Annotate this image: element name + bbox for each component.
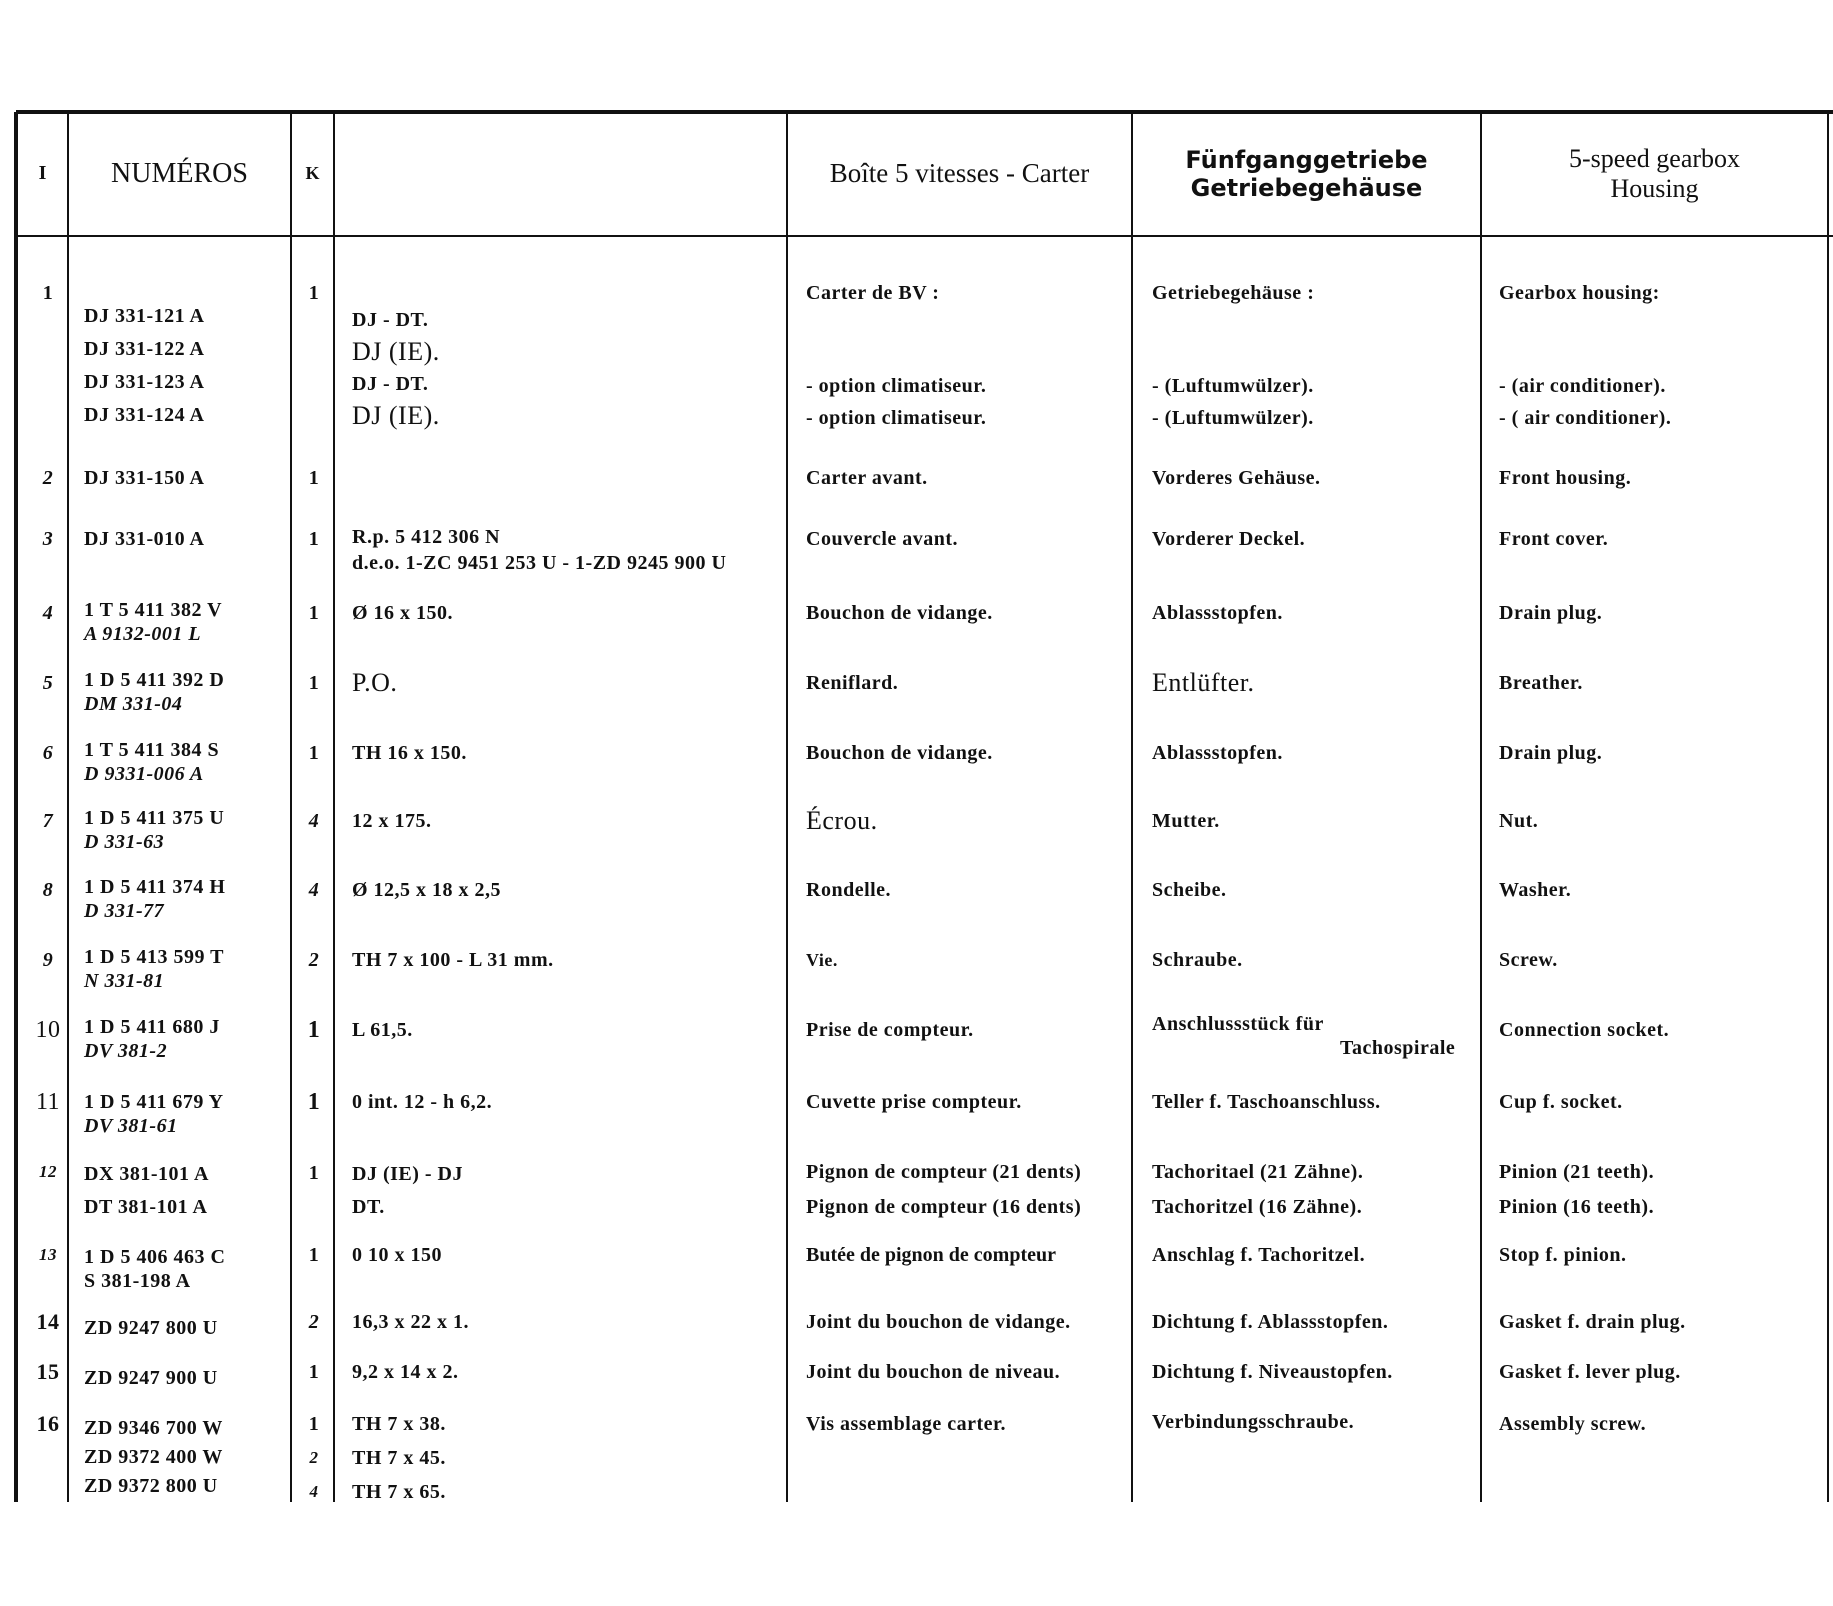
german-label: Dichtung f. Niveaustopfen. [1152,1361,1393,1383]
part-number: A 9132-001 L [84,623,202,645]
specification: 0 int. 12 - h 6,2. [352,1091,493,1113]
quantity-line: 1 [308,1413,320,1435]
english-label: Front housing. [1499,467,1632,489]
german-label: Ablassstopfen. [1152,742,1283,764]
english-label: Stop f. pinion. [1499,1244,1627,1266]
english-label: Screw. [1499,949,1558,971]
row-index: 11 [35,1089,61,1115]
french-label: Carter avant. [806,467,928,489]
spec-line: TH 7 x 45. [352,1447,446,1469]
part-numbers [84,945,224,993]
german-label: Vorderes Gehäuse. [1152,467,1321,489]
quantity: 1 [308,1361,320,1383]
part-numbers [84,1015,220,1063]
part-number: ZD 9372 400 W [84,1446,223,1468]
part-number: ZD 9372 800 U [84,1475,218,1497]
part-number: DJ 331-121 A [84,305,205,327]
part-number: 1 T 5 411 382 V [84,599,223,621]
row-index: 12 [39,1162,57,1181]
part-numbers [84,1090,224,1138]
french-label: Bouchon de vidange. [806,742,993,764]
specification: Ø 12,5 x 18 x 2,5 [352,879,502,901]
header-german [1133,112,1480,235]
row-index: 7 [42,810,54,832]
part-number: 1 D 5 411 679 Y [84,1091,224,1113]
french-label: Cuvette prise compteur. [806,1091,1022,1113]
french-label: Rondelle. [806,879,892,901]
quantity: 1 [307,1089,321,1115]
french-label: Joint du bouchon de vidange. [806,1311,1071,1333]
quantity-line: 2 [309,1448,319,1467]
row-index: 14 [36,1309,60,1334]
part-number: DT 381-101 A [84,1196,208,1218]
quantity: 4 [308,879,320,901]
specification [352,304,440,432]
specification: Ø 16 x 150. [352,602,454,624]
column-divider [14,112,18,1502]
part-numbers [84,668,224,716]
specification: L 61,5. [352,1019,413,1041]
quantity: 1 [308,282,320,304]
spec-line: TH 7 x 38. [352,1413,446,1435]
header-index: I [38,162,47,184]
english-label: Breather. [1499,672,1583,694]
french-label-line: Pignon de compteur (21 dents) [806,1161,1082,1183]
spec-line: DJ - DT. [352,373,429,395]
row-index: 9 [42,949,54,971]
specification: 12 x 175. [352,810,432,832]
spec-line: DJ - DT. [352,309,429,331]
french-label: Joint du bouchon de niveau. [806,1361,1061,1383]
part-number: ZD 9247 800 U [84,1317,218,1339]
header-numeros: NUMÉROS [111,157,248,189]
row-index: 15 [36,1359,60,1384]
column-divider [786,112,788,1502]
part-number: ZD 9247 900 U [84,1367,218,1389]
part-numbers [84,300,204,432]
header-french: Boîte 5 vitesses - Carter [829,158,1090,188]
row-index: 5 [42,672,54,694]
specification: 9,2 x 14 x 2. [352,1361,459,1383]
german-label: Mutter. [1152,810,1220,832]
german-label: Schraube. [1152,949,1243,971]
french-label: Butée de pignon de compteur [806,1244,1056,1266]
specification: P.O. [352,668,398,697]
english-label: Front cover. [1499,528,1609,550]
english-label: Assembly screw. [1499,1413,1647,1435]
english-label: - (air conditioner). [1499,375,1666,397]
german-label: Ablassstopfen. [1152,602,1283,624]
row-index: 3 [42,528,54,550]
quantity: 1 [308,467,320,489]
german-label: - (Luftumwülzer). [1152,407,1314,429]
english-label: Drain plug. [1499,742,1603,764]
part-number: DJ 331-122 A [84,338,205,360]
french-label: Bouchon de vidange. [806,602,993,624]
quantity: 2 [308,1311,320,1333]
german-options [1152,370,1314,434]
quantity-line: 4 [309,1482,319,1501]
german-label: Dichtung f. Ablassstopfen. [1152,1311,1389,1333]
english-label: Gasket f. lever plug. [1499,1361,1681,1383]
english-label [1499,1155,1654,1225]
french-label: Couvercle avant. [806,528,959,550]
french-label: - option climatiseur. [806,407,987,429]
german-label [1152,1012,1455,1060]
english-label: Washer. [1499,879,1572,901]
part-number: 1 D 5 411 374 H [84,876,226,898]
spec-line: DJ (IE). [352,401,440,430]
english-label: Gasket f. drain plug. [1499,1311,1686,1333]
part-numbers [84,806,224,854]
part-number: DJ 331-150 A [84,467,205,489]
row-index: 16 [36,1411,60,1436]
header-german-line: Fünfganggetriebe [1185,145,1428,174]
part-numbers [84,738,219,786]
part-numbers [84,875,225,923]
header-quantity: K [305,163,320,183]
part-number: DV 381-61 [84,1115,178,1137]
part-number: S 381-198 A [84,1270,191,1292]
german-label-line: Tachospirale [1340,1037,1456,1059]
german-label [1152,1155,1363,1225]
german-label-line: Tachoritael (21 Zähne). [1152,1161,1364,1183]
specification [352,524,726,576]
quantity: 1 [308,602,320,624]
part-numbers [84,1245,225,1293]
part-number: 1 D 5 411 680 J [84,1016,220,1038]
specification: 16,3 x 22 x 1. [352,1311,469,1333]
english-label: Cup f. socket. [1499,1091,1623,1113]
specification: 0 10 x 150 [352,1244,442,1266]
header-english-line: 5-speed gearbox [1568,143,1741,173]
part-number: DV 381-2 [84,1040,168,1062]
german-label: Getriebegehäuse : [1152,282,1315,304]
part-number: D 331-63 [84,831,165,853]
french-label: Prise de compteur. [806,1019,974,1041]
french-label: Vis assemblage carter. [806,1413,1007,1435]
quantity [296,1407,332,1509]
french-label-line: Pignon de compteur (16 dents) [806,1196,1082,1218]
specification [352,1407,446,1509]
german-label: Vorderer Deckel. [1152,528,1306,550]
quantity: 1 [308,672,320,694]
header-german-line: Getriebegehäuse [1190,173,1423,202]
french-options [806,370,986,434]
table-header-rule [16,235,1833,237]
column-divider [290,112,292,1502]
german-label: Scheibe. [1152,879,1227,901]
part-number: N 331-81 [84,970,165,992]
french-label [806,1155,1081,1225]
column-divider [67,112,69,1502]
column-divider [1827,112,1829,1502]
row-index: 8 [42,879,54,901]
part-number: 1 D 5 413 599 T [84,946,224,968]
german-label: Verbindungsschraube. [1152,1411,1355,1433]
specification: TH 7 x 100 - L 31 mm. [352,949,554,971]
german-label-line: Anschlussstück für [1152,1013,1324,1035]
part-number: DJ 331-124 A [84,404,205,426]
german-label: Anschlag f. Tachoritzel. [1152,1244,1366,1266]
part-number: DX 381-101 A [84,1163,209,1185]
english-label-line: Pinion (21 teeth). [1499,1161,1655,1183]
part-number: 1 D 5 411 375 U [84,807,225,829]
part-numbers [84,1158,209,1224]
part-number: 1 D 5 406 463 C [84,1246,226,1268]
part-number: ZD 9346 700 W [84,1417,223,1439]
specification [352,1158,463,1224]
header-english [1482,112,1827,235]
part-number: DM 331-04 [84,693,183,715]
row-index: 6 [42,742,54,764]
row-index: 13 [39,1245,57,1264]
quantity: 1 [308,1162,320,1184]
part-number: DJ 331-010 A [84,528,205,550]
german-label: - (Luftumwülzer). [1152,375,1314,397]
spec-line: DJ (IE). [352,337,440,366]
french-label: Reniflard. [806,672,899,694]
row-index: 1 [42,282,54,304]
spec-line: d.e.o. 1-ZC 9451 253 U - 1-ZD 9245 900 U [352,552,727,574]
spec-line: TH 7 x 65. [352,1481,446,1503]
quantity: 4 [308,810,320,832]
spec-line: R.p. 5 412 306 N [352,526,501,548]
english-options [1499,370,1671,434]
header-description [335,112,786,235]
german-label: Teller f. Taschoanschluss. [1152,1091,1381,1113]
spec-line: DT. [352,1196,385,1218]
quantity: 2 [308,949,320,971]
english-label: Connection socket. [1499,1019,1670,1041]
french-label: Carter de BV : [806,282,940,304]
french-label: Écrou. [806,806,878,835]
part-number: 1 T 5 411 384 S [84,739,220,761]
row-index: 10 [35,1017,61,1043]
header-english-line: Housing [1610,173,1699,203]
row-index: 4 [42,602,54,624]
quantity: 1 [308,742,320,764]
column-divider [1480,112,1482,1502]
column-divider [1131,112,1133,1502]
english-label: Nut. [1499,810,1539,832]
part-number: D 331-77 [84,900,165,922]
part-number: DJ 331-123 A [84,371,205,393]
part-numbers [84,598,222,646]
english-label: Gearbox housing: [1499,282,1660,304]
french-label: Vie. [806,950,838,970]
row-index: 2 [42,467,54,489]
english-label: Drain plug. [1499,602,1603,624]
part-numbers [84,1414,223,1501]
part-number: D 9331-006 A [84,763,204,785]
english-label-line: Pinion (16 teeth). [1499,1196,1655,1218]
quantity: 1 [307,1017,321,1043]
quantity: 1 [308,528,320,550]
spec-line: DJ (IE) - DJ [352,1163,463,1185]
quantity: 1 [308,1244,320,1266]
german-label-line: Tachoritzel (16 Zähne). [1152,1196,1363,1218]
part-number: 1 D 5 411 392 D [84,669,225,691]
english-label: - ( air conditioner). [1499,407,1672,429]
specification: TH 16 x 150. [352,742,467,764]
column-divider [333,112,335,1502]
german-label: Entlüfter. [1152,668,1255,697]
french-label: - option climatiseur. [806,375,987,397]
